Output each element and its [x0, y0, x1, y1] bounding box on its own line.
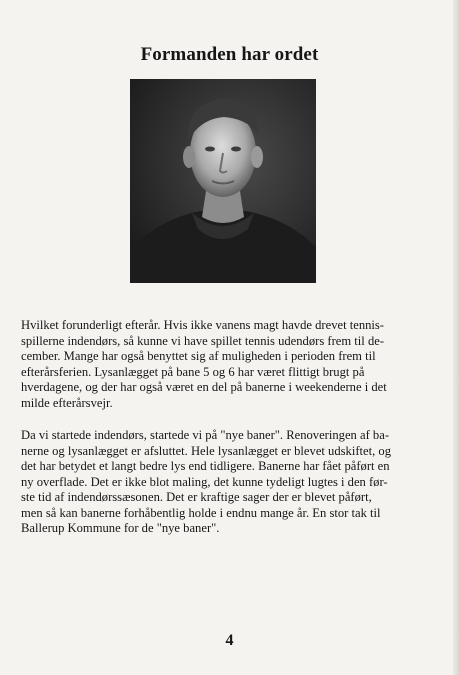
paragraph-line: cember. Mange har også benyttet sig af muligheden i perioden frem til: [21, 349, 376, 363]
paragraph-line: milde efterårsvejr.: [21, 395, 113, 410]
paragraph-line: Hvilket forunderligt efterår. Hvis ikke vanens magt havde drevet tennis-: [21, 318, 385, 332]
paragraph-line: nerne og lysanlægget er afsluttet. Hele lysanlægget er blevet udskiftet, og: [21, 443, 392, 458]
portrait-photo: [130, 79, 316, 283]
paragraph-line: Da vi startede indendørs, startede vi på "nye baner". Renoveringen af ba-: [21, 428, 390, 442]
paragraph-line: men så kan banerne forhåbentlig holde i endnu mange år. En stor tak til: [21, 505, 381, 520]
page-number: 4: [225, 632, 234, 649]
paragraph-line: spillerne indendørs, så kunne vi have spillet tennis udendørs frem til de-: [21, 333, 385, 348]
paragraph-line: ny overflade. Det er ikke blot maling, det kunne tydeligt lugtes i den før-: [21, 474, 388, 489]
paragraph-line: hverdagene, og der har også været en del på banerne i weekenderne i det: [21, 380, 387, 394]
paragraph-line: ste tid af indendørssæsonen. Det er kraftige sager der er blevet påført,: [21, 490, 372, 504]
paragraph-line: det har betydet et langt bedre lys end tidligere. Banerne har fået påført en: [21, 459, 390, 473]
paragraph-line: Ballerup Kommune for de "nye baner".: [21, 521, 220, 535]
page-title: Formanden har ordet: [140, 44, 319, 65]
paragraph: [21, 318, 432, 411]
paragraph: [21, 428, 432, 537]
paragraph-line: efterårsferien. Lysanlægget på bane 5 og 6 har været flittigt brugt på: [21, 364, 365, 379]
page-edge: [453, 0, 459, 675]
